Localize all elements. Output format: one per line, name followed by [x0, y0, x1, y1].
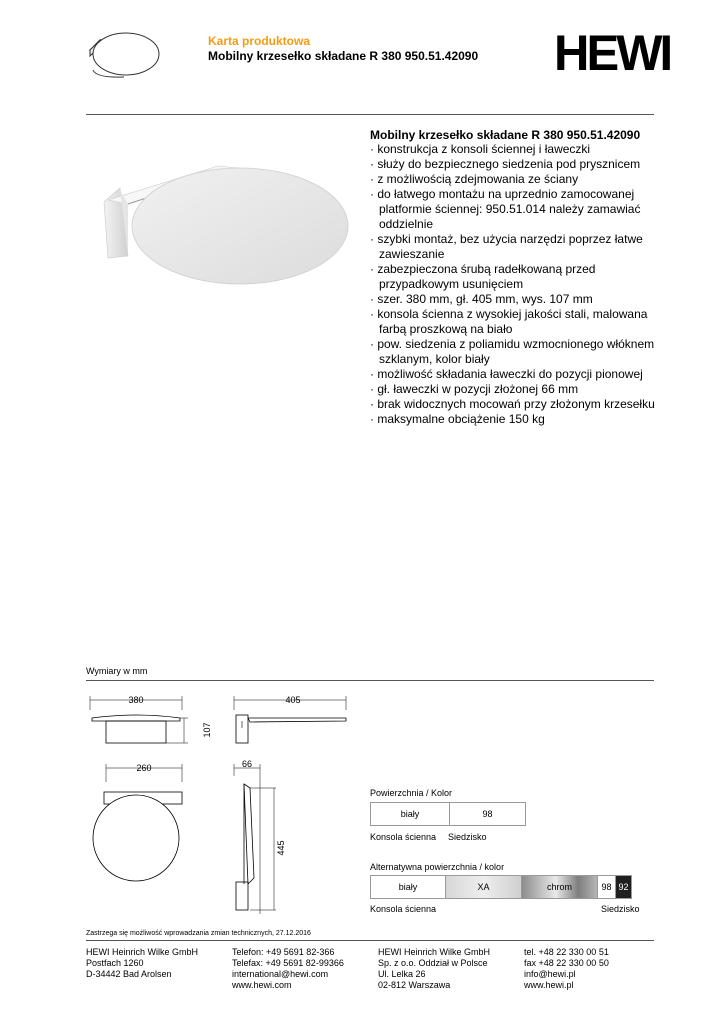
surface-cell: biały: [370, 802, 450, 826]
alt-surface-cell: 98: [598, 875, 616, 899]
alt-surface-cell: 92: [616, 875, 632, 899]
footer-line: D-34442 Bad Arolsen: [86, 969, 172, 979]
alt-surface-cell: XA: [446, 875, 522, 899]
dim-depth: 405: [285, 695, 301, 705]
alt-surface-row: [370, 875, 632, 899]
footer-line: fax +48 22 330 00 50: [524, 958, 609, 968]
feature-item: · brak widocznych mocowań przy złożonym krzesełku: [370, 397, 655, 411]
feature-item: · do łatwego montażu na uprzednio zamocowanej platformie ściennej: 950.51.014 należy zamawiać oddzielnie: [370, 187, 641, 231]
dim-folded-depth: 66: [241, 759, 253, 769]
dim-height: 107: [202, 722, 212, 738]
feature-item: · służy do bezpiecznego siedzenia pod prysznicem: [370, 157, 641, 171]
footer-email-link[interactable]: international@hewi.com: [232, 969, 329, 979]
footer-website-link[interactable]: www.hewi.pl: [524, 980, 574, 990]
footer-email-link[interactable]: info@hewi.pl: [524, 969, 576, 979]
footer-line: HEWI Heinrich Wilke GmbH: [378, 947, 491, 957]
document-title: Mobilny krzesełko składane R 380 950.51.42090: [208, 49, 479, 63]
footer-company-de: [86, 947, 198, 980]
feature-item: · możliwość składania ławeczki do pozycji pionowej: [370, 367, 643, 381]
product-thumbnail: [84, 30, 164, 82]
alt-surface-label: Alternatywna powierzchnia / kolor: [370, 862, 505, 872]
feature-item: · szer. 380 mm, gł. 405 mm, wys. 107 mm: [370, 292, 593, 306]
product-photo: [98, 160, 353, 290]
alt-surface-cell: chrom: [522, 875, 598, 899]
footer-line: 02-812 Warszawa: [378, 980, 451, 990]
footer-line: Sp. z o.o. Oddział w Polsce: [378, 958, 488, 968]
feature-item: · pow. siedzenia z poliamidu wzmocnionego włóknem szklanym, kolor biały: [370, 337, 655, 366]
footer-line: Ul. Lelka 26: [378, 969, 426, 979]
feature-item: · zabezpieczona śrubą radełkowaną przed przypadkowym usunięciem: [370, 262, 596, 291]
feature-item: · z możliwością zdejmowania ze ściany: [370, 172, 579, 186]
feature-item: · szybki montaż, bez użycia narzędzi poprzez łatwe zawieszanie: [370, 232, 643, 261]
footer-line: HEWI Heinrich Wilke GmbH: [86, 947, 199, 957]
footer-line: Postfach 1260: [86, 958, 144, 968]
footer-contact-de: [232, 947, 344, 991]
alt-surface-caption: Siedzisko: [601, 904, 640, 914]
technical-drawing: [84, 688, 374, 920]
feature-list: [370, 142, 660, 427]
feature-item: · maksymalne obciążenie 150 kg: [370, 412, 545, 426]
surface-cell: 98: [450, 802, 526, 826]
footer-company-pl: [378, 947, 490, 991]
dim-diameter: 260: [136, 763, 152, 773]
surface-label: Powierzchnia / Kolor: [370, 788, 453, 798]
disclaimer: Zastrzega się możliwość wprowadzania zmian technicznych, 27.12.2016: [86, 930, 311, 937]
dimensions-label: Wymiary w mm: [86, 666, 148, 676]
surface-caption: Konsola ścienna: [370, 832, 437, 842]
footer-divider: [86, 940, 654, 941]
feature-item: · gł. ławeczki w pozycji złożonej 66 mm: [370, 382, 579, 396]
surface-row: [370, 802, 526, 826]
feature-item: · konstrukcja z konsoli ściennej i ławeczki: [370, 142, 591, 156]
feature-item: · konsola ścienna z wysokiej jakości stali, malowana farbą proszkową na biało: [370, 307, 648, 336]
document-kicker: Karta produktowa: [208, 34, 311, 48]
header-divider: [86, 114, 654, 115]
product-title: Mobilny krzesełko składane R 380 950.51.42090: [370, 128, 641, 142]
footer-line: tel. +48 22 330 00 51: [524, 947, 609, 957]
dimensions-divider: [86, 680, 654, 681]
footer-contact-pl: [524, 947, 609, 991]
surface-caption: Siedzisko: [448, 832, 487, 842]
footer-line: Telefax: +49 5691 82-99366: [232, 958, 344, 968]
alt-surface-caption: Konsola ścienna: [370, 904, 437, 914]
alt-surface-cell: biały: [370, 875, 446, 899]
dim-folded-height: 445: [276, 840, 286, 856]
footer-line: Telefon: +49 5691 82-366: [232, 947, 335, 957]
brand-logo: HEWI: [554, 25, 671, 81]
dim-width: 380: [128, 695, 144, 705]
footer-website-link[interactable]: www.hewi.com: [232, 980, 292, 990]
